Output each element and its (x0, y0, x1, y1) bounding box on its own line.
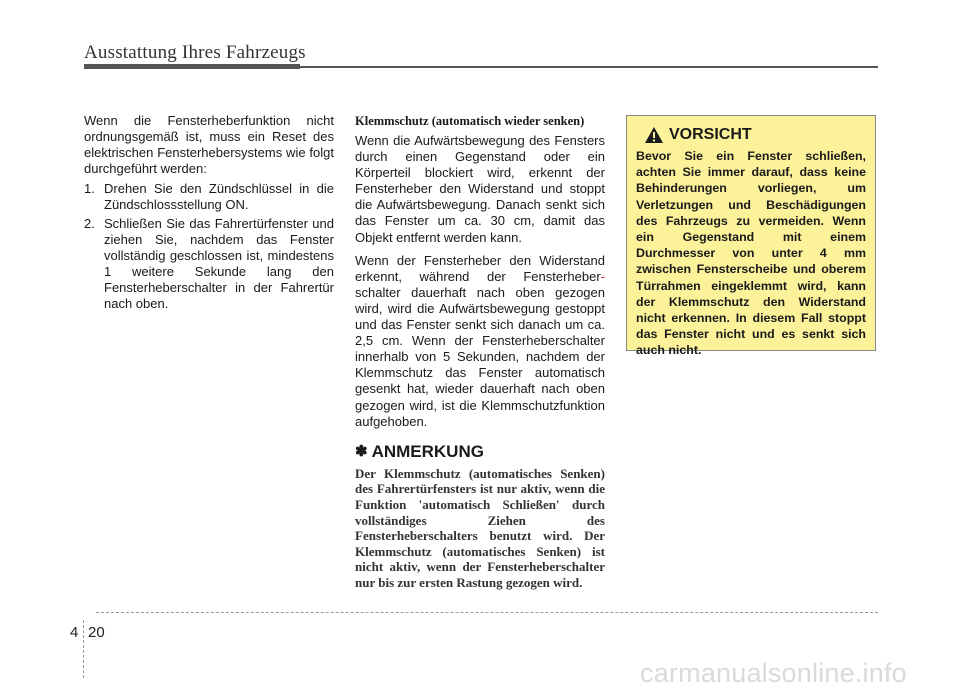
list-number: 2. (84, 215, 95, 231)
watermark: carmanualsonline.info (640, 658, 907, 688)
paragraph: Wenn die Aufwärtsbewegung des Fensters durch einen Gegenstand oder ein Körperteil blockiert wird, erkennt der Fensterheber den Widerstand und stoppt die Aufwärtsbewegung. Danach senkt sich das Fenster um ca. 30 cm, damit das Objekt entfernt werden kann. (355, 133, 605, 245)
list-item (84, 216, 334, 313)
intro-paragraph: Wenn die Fensterheberfunktion nicht ordnungsgemäß ist, muss ein Reset des elektrischen Fensterhebersystems wie folgt durchgeführt werden: (84, 113, 334, 177)
footer-divider (83, 620, 84, 678)
warning-box (626, 115, 876, 358)
list-item (84, 181, 334, 213)
header-rule (84, 66, 878, 68)
paragraph-part: schalter dauerhaft nach oben gezogen wird, wird die Aufwärtsbewegung gestoppt und das Fenster senkt sich danach um ca. 2,5 cm. Wenn der Fensterheberschalter innerhalb von 5 Sekunden, nachdem der Klemmschutz das Fenster automatisch gesenkt hat, wieder dauerhaft nach oben gezogen wird, ist die Klemmschutzfunktion aufgehoben. (355, 284, 605, 429)
list-text: Drehen Sie den Zündschlüssel in die Zündschlossstellung ON. (104, 181, 334, 213)
chapter-number: 4 (70, 624, 79, 641)
list-number: 1. (84, 181, 95, 197)
warning-text: Bevor Sie ein Fenster schließen, achten Sie immer darauf, dass keine Behinderungen vorliegen, um Verletzungen und Beschädigungen des Fahrzeugs zu vermeiden. Wenn ein Gegenstand mit einem Durchmesser von unter 4 mm zwischen Fensterscheibe und oberem Türrahmen eingeklemmt wird, kann der Klemmschutz den Widerstand nicht erkennen. In diesem Fall stoppt das Fenster nicht und es senkt sich auch nicht. (636, 149, 866, 358)
paragraph-part: Wenn der Fensterheber den Widerstand erkennt, während der Fensterheber (355, 252, 605, 284)
asterisk-icon: ✽ (355, 442, 368, 460)
section-subheading: Klemmschutz (automatisch wieder senken) (355, 114, 585, 128)
list-text: Schließen Sie das Fahrertürfenster und ziehen Sie, nachdem das Fenster vollständig geschlossen ist, mindestens 1 weitere Sekunde lang den Fensterheberschalter in der Fahrertür nach oben. (104, 215, 334, 312)
page-number: 20 (88, 624, 105, 641)
footer-rule (96, 612, 878, 613)
warning-title: VORSICHT (669, 126, 752, 143)
hyphen-mark: - (600, 268, 605, 284)
page-header-title: Ausstattung Ihres Fahrzeugs (84, 42, 306, 63)
note-heading (355, 441, 605, 461)
warning-heading (636, 126, 866, 144)
column-middle (355, 113, 605, 591)
note-title: ANMERKUNG (371, 441, 484, 461)
note-text: Der Klemmschutz (automatisches Senken) des Fahrertürfensters ist nur aktiv, wenn die Funktion 'automatisch Schließen' durch vollständiges Ziehen des Fensterheberschalters benutzt wird. Der Klemmschutz (automatisches Senken) ist nicht aktiv, wenn der Fensterheberschalter nur bis zur ersten Rastung gezogen wird. (355, 465, 605, 590)
column-left (84, 113, 334, 314)
paragraph (355, 253, 605, 430)
warning-triangle-icon (644, 126, 664, 144)
